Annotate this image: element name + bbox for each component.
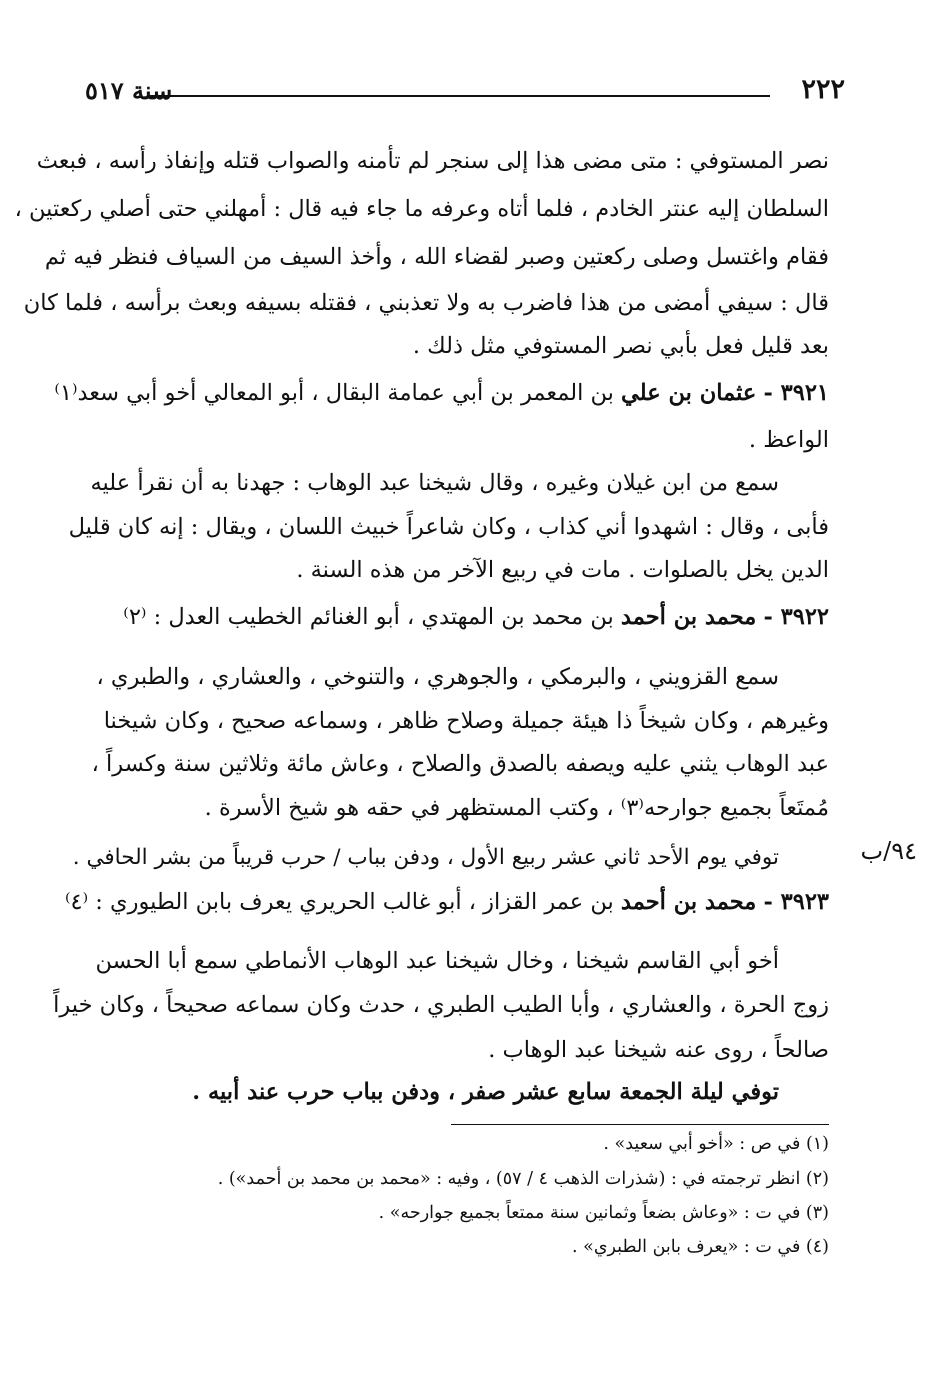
text-line: السلطان إليه عنتر الخادم ، فلما أتاه وعرفه ما جاء فيه قال : أمهلني حتى أصلي ركعتين ، [14,196,829,222]
header-rule [148,95,770,97]
manuscript-folio-note: ٩٤/ب [860,837,917,865]
entry-description: بن المعمر بن أبي عمامة البقال ، أبو المعالي أخو أبي سعد⁽١⁾ [54,380,622,406]
text-line: زوج الحرة ، والعشاري ، وأبا الطيب الطبري ، حدث وكان سماعه صحيحاً ، وكان خيراً [53,992,829,1018]
footnote: (٣) في ت : «وعاش بضعاً وثمانين سنة ممتعاً بجميع جوارحه» . [378,1203,829,1223]
text-line: بعد قليل فعل بأبي نصر المستوفي مثل ذلك . [412,333,829,359]
text-line: فقام واغتسل وصلى ركعتين وصبر لقضاء الله ، وأخذ السيف من السياف فنظر فيه ثم [44,244,829,270]
year-heading: سنة ٥١٧ [85,76,173,105]
text-line: سمع من ابن غيلان وغيره ، وقال شيخنا عبد الوهاب : جهدنا به أن نقرأ عليه [90,470,779,496]
entry-heading-3921 [54,373,829,413]
footnote: (١) في ص : «أخو أبي سعيد» . [603,1134,829,1154]
text-line: الدين يخل بالصلوات . مات في ربيع الآخر من هذه السنة . [296,557,829,583]
text-line: نصر المستوفي : متى مضى هذا إلى سنجر لم تأمنه والصواب قتله وإنفاذ رأسه ، فبعث [36,148,829,174]
entry-description: بن عمر القزاز ، أبو غالب الحريري يعرف بابن الطيوري : ⁽٤⁾ [64,889,621,915]
footnote-rule [451,1124,829,1125]
text-line: سمع القزويني ، والبرمكي ، والجوهري ، والتنوخي ، والعشاري ، والطبري ، [96,664,779,690]
text-line: صالحاً ، روى عنه شيخنا عبد الوهاب . [488,1037,829,1063]
entry-number: ٣٩٢١ - [763,380,829,406]
entry-heading-3922 [123,597,829,637]
text-line: قال : سيفي أمضى من هذا فاضرب به ولا تعذبني ، فقتله بسيفه وبعث برأسه ، فلما كان [23,290,829,316]
text-line: فأبى ، وقال : اشهدوا أني كذاب ، وكان شاعراً خبيث اللسان ، ويقال : إنه كان قليل [68,514,829,540]
text-line: الواعظ . [748,427,829,453]
entry-name: محمد بن أحمد [620,889,757,915]
text-line: وغيرهم ، وكان شيخاً ذا هيئة جميلة وصلاح ظاهر ، وسماعه صحيح ، وكان شيخنا [103,708,829,734]
text-line: مُمتَعاً بجميع جوارحه⁽٣⁾ ، وكتب المستظهر في حقه هو شيخ الأسرة . [204,795,829,821]
entry-name: عثمان بن علي [621,380,757,406]
page-number: ٢٢٢ [801,74,845,105]
text-line: عبد الوهاب يثني عليه ويصفه بالصدق والصلاح ، وعاش مائة وثلاثين سنة وكسراً ، [91,751,829,777]
footnote: (٢) انظر ترجمته في : (شذرات الذهب ٤ / ٥٧) ، وفيه : «محمد بن محمد بن أحمد») . [217,1169,829,1189]
entry-number: ٣٩٢٢ - [763,604,829,630]
text-line: توفي يوم الأحد ثاني عشر ربيع الأول ، ودفن بباب / حرب قريباً من بشر الحافي . [72,845,779,870]
entry-heading-3923 [65,882,829,922]
entry-number: ٣٩٢٣ - [763,889,829,915]
text-line: توفي ليلة الجمعة سابع عشر صفر ، ودفن بباب حرب عند أبيه . [192,1079,779,1105]
text-line: أخو أبي القاسم شيخنا ، وخال شيخنا عبد الوهاب الأنماطي سمع أبا الحسن [95,948,779,974]
entry-description: بن محمد بن المهتدي ، أبو الغنائم الخطيب العدل : ⁽٢⁾ [123,604,621,630]
entry-name: محمد بن أحمد [620,604,757,630]
footnote: (٤) في ت : «يعرف بابن الطبري» . [572,1237,829,1257]
